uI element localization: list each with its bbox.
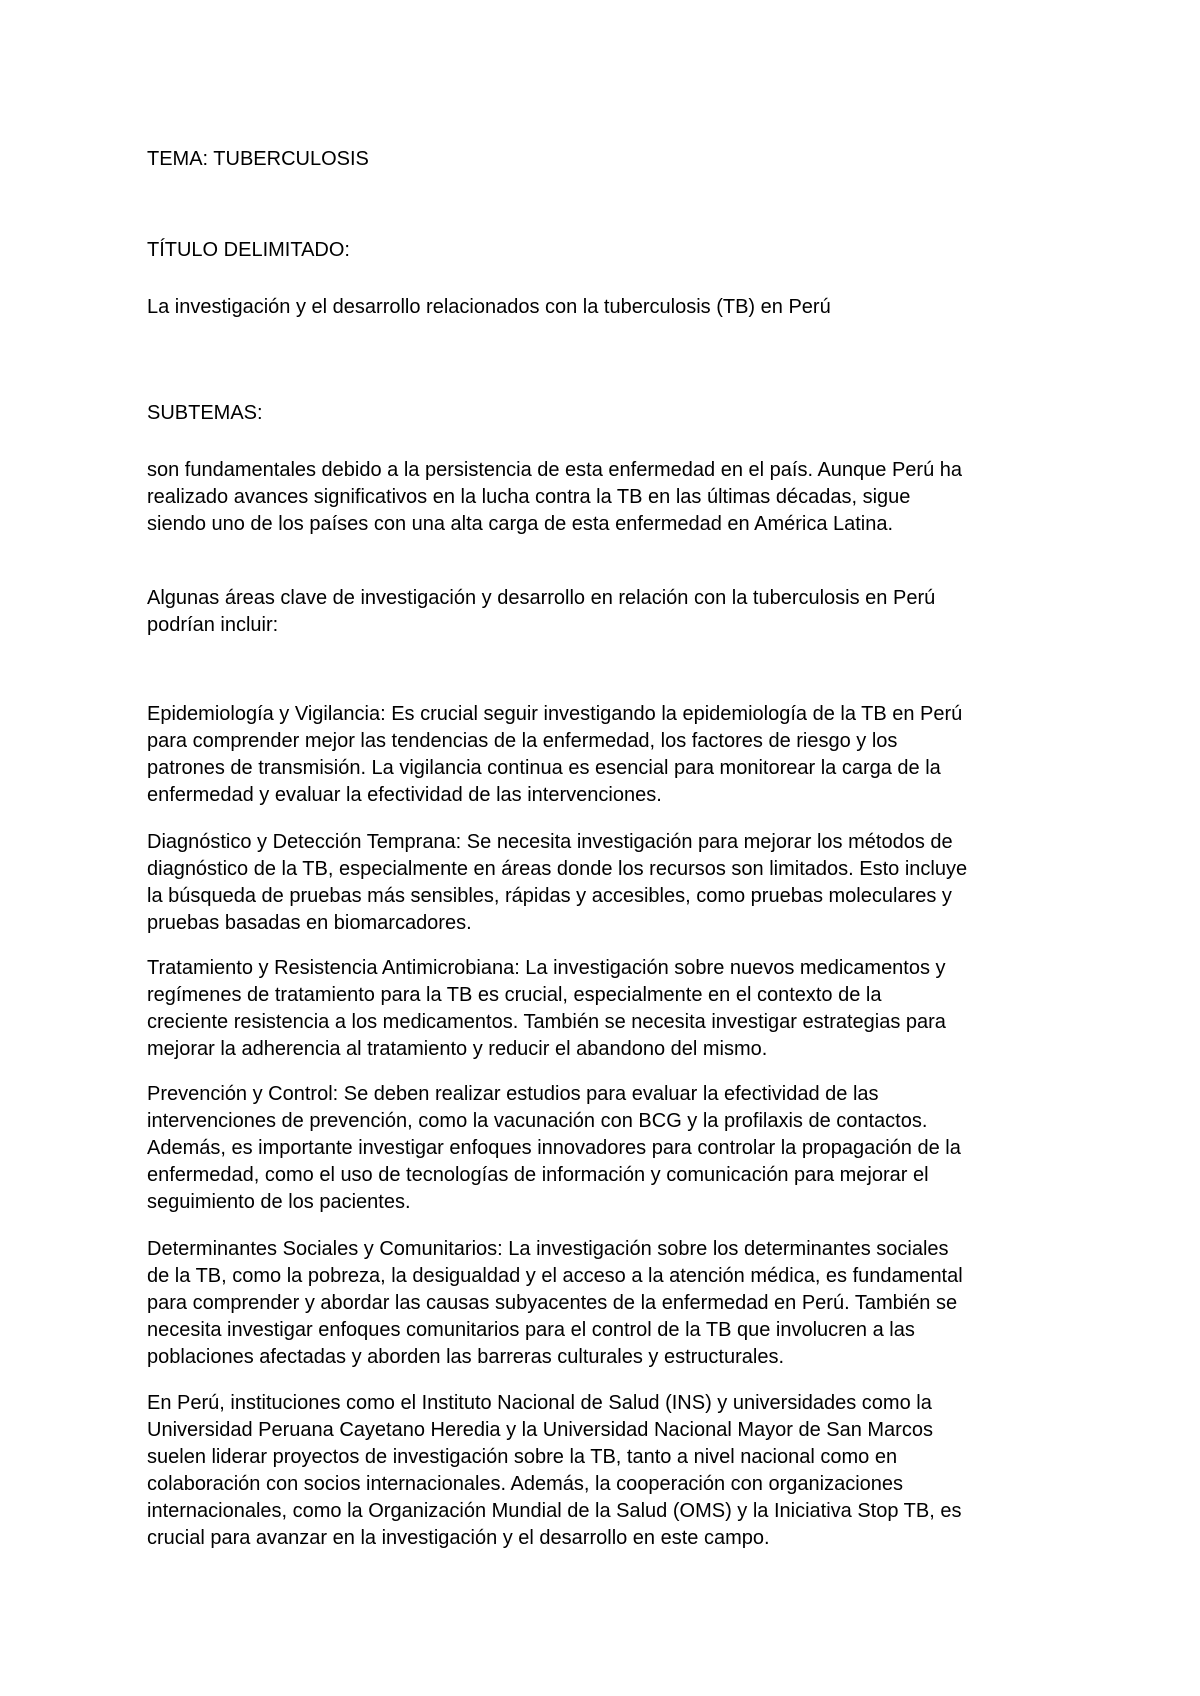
paragraph-areas-clave [147,585,1077,639]
paragraph-line: En Perú, instituciones como el Instituto Nacional de Salud (INS) y universidades como la [147,1392,932,1414]
paragraph-line: Prevención y Control: Se deben realizar estudios para evaluar la efectividad de las [147,1083,879,1105]
paragraph-epidemiologia [147,701,1077,809]
paragraph-line: realizado avances significativos en la lucha contra la TB en las últimas décadas, sigue [147,486,911,508]
paragraph-intro [147,457,1077,538]
paragraph-line: Universidad Peruana Cayetano Heredia y la Universidad Nacional Mayor de San Marcos [147,1419,933,1441]
paragraph-line: Determinantes Sociales y Comunitarios: La investigación sobre los determinantes sociales [147,1238,949,1260]
paragraph-line: intervenciones de prevención, como la vacunación con BCG y la profilaxis de contactos. [147,1110,928,1132]
paragraph-line: colaboración con socios internacionales. Además, la cooperación con organizaciones [147,1473,904,1495]
paragraph-tratamiento [147,955,1077,1063]
paragraph-line: para comprender mejor las tendencias de la enfermedad, los factores de riesgo y los [147,730,898,752]
paragraph-line: Diagnóstico y Detección Temprana: Se necesita investigación para mejorar los métodos de [147,831,953,853]
paragraph-line: seguimiento de los pacientes. [147,1191,411,1213]
paragraph-line: crucial para avanzar en la investigación y el desarrollo en este campo. [147,1527,770,1549]
paragraph-line: internacionales, como la Organización Mundial de la Salud (OMS) y la Iniciativa Stop TB, es [147,1500,962,1522]
paragraph-line: poblaciones afectadas y aborden las barreras culturales y estructurales. [147,1346,785,1368]
paragraph-line: podrían incluir: [147,614,279,636]
paragraph-line: patrones de transmisión. La vigilancia continua es esencial para monitorear la carga de la [147,757,941,779]
paragraph-line: Epidemiología y Vigilancia: Es crucial seguir investigando la epidemiología de la TB en Perú [147,703,963,725]
paragraph-line: suelen liderar proyectos de investigación sobre la TB, tanto a nivel nacional como en [147,1446,898,1468]
paragraph-line: enfermedad, como el uso de tecnologías de información y comunicación para mejorar el [147,1164,929,1186]
paragraph-line: Algunas áreas clave de investigación y desarrollo en relación con la tuberculosis en Perú [147,587,936,609]
titulo-delimitado-text: La investigación y el desarrollo relacionados con la tuberculosis (TB) en Perú [147,296,831,318]
paragraph-line: Tratamiento y Resistencia Antimicrobiana: La investigación sobre nuevos medicamentos y [147,957,946,979]
paragraph-line: Además, es importante investigar enfoques innovadores para controlar la propagación de la [147,1137,961,1159]
paragraph-line: la búsqueda de pruebas más sensibles, rápidas y accesibles, como pruebas moleculares y [147,885,952,907]
paragraph-line: diagnóstico de la TB, especialmente en áreas donde los recursos son limitados. Esto incluye [147,858,968,880]
paragraph-line: regímenes de tratamiento para la TB es crucial, especialmente en el contexto de la [147,984,882,1006]
paragraph-line: necesita investigar enfoques comunitarios para el control de la TB que involucren a las [147,1319,915,1341]
subtemas-label: SUBTEMAS: [147,402,263,424]
paragraph-line: son fundamentales debido a la persistencia de esta enfermedad en el país. Aunque Perú ha [147,459,963,481]
paragraph-line: creciente resistencia a los medicamentos. También se necesita investigar estrategias para [147,1011,946,1033]
tema-heading: TEMA: TUBERCULOSIS [147,148,369,170]
paragraph-prevencion [147,1081,1077,1216]
paragraph-diagnostico [147,829,1077,937]
paragraph-line: pruebas basadas en biomarcadores. [147,912,472,934]
paragraph-determinantes [147,1236,1077,1371]
paragraph-line: de la TB, como la pobreza, la desigualdad y el acceso a la atención médica, es fundamental [147,1265,963,1287]
paragraph-line: para comprender y abordar las causas subyacentes de la enfermedad en Perú. También se [147,1292,958,1314]
paragraph-line: enfermedad y evaluar la efectividad de las intervenciones. [147,784,662,806]
paragraph-instituciones [147,1390,1077,1552]
titulo-delimitado-label: TÍTULO DELIMITADO: [147,239,350,261]
paragraph-line: mejorar la adherencia al tratamiento y reducir el abandono del mismo. [147,1038,768,1060]
paragraph-line: siendo uno de los países con una alta carga de esta enfermedad en América Latina. [147,513,894,535]
